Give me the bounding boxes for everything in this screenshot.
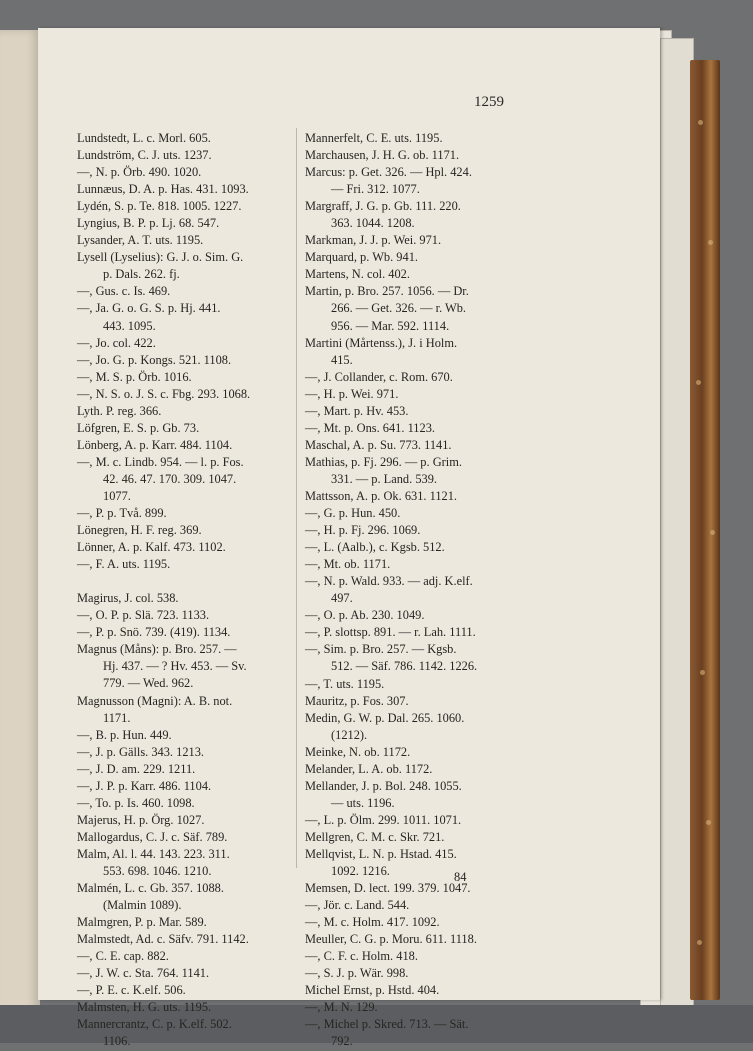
index-entry — [77, 164, 297, 181]
entry-line: —, C. F. c. Holm. 418. — [305, 949, 418, 964]
index-entry — [77, 624, 297, 641]
index-column-left — [77, 130, 297, 1050]
entry-line: Mattsson, A. p. Ok. 631. 1121. — [305, 488, 458, 503]
entry-line: Martens, N. col. 402. — [305, 267, 410, 282]
index-entry — [305, 249, 517, 266]
entry-continuation-line: 497. — [331, 591, 353, 606]
entry-continuation-line: 42. 46. 47. 170. 309. 1047. — [103, 471, 237, 486]
entry-continuation-line: (1212). — [331, 727, 368, 742]
entry-line: Majerus, H. p. Örg. 1027. — [77, 812, 205, 827]
entry-line: Lundstedt, L. c. Morl. 605. — [77, 131, 211, 145]
index-entry — [305, 386, 517, 403]
entry-line: Lysander, A. T. uts. 1195. — [77, 233, 204, 248]
index-entry — [305, 198, 517, 232]
entry-line: Mellander, J. p. Bol. 248. 1055. — [305, 778, 462, 793]
entry-line: Lysell (Lyselius): G. J. o. Sim. G. — [77, 250, 244, 265]
entry-continuation-line: 553. 698. 1046. 1210. — [103, 863, 212, 878]
entry-line: —, J. Collander, c. Rom. 670. — [305, 369, 453, 384]
index-entry — [305, 505, 517, 522]
book-cover-edge — [690, 60, 720, 1000]
index-entry — [77, 181, 297, 198]
index-entry — [77, 249, 297, 283]
entry-line: —, J. W. c. Sta. 764. 1141. — [77, 966, 210, 981]
entry-line: Lönner, A. p. Kalf. 473. 1102. — [77, 540, 226, 555]
index-entry — [305, 948, 517, 965]
entry-line: —, H. p. Wei. 971. — [305, 386, 399, 401]
index-entry — [77, 999, 297, 1016]
index-entry — [305, 676, 517, 693]
index-entry — [305, 283, 517, 334]
index-entry — [305, 1016, 517, 1050]
index-entry — [305, 880, 517, 897]
index-entry — [305, 420, 517, 437]
entry-line: Malmsten, H. G. uts. 1195. — [77, 1000, 212, 1015]
entry-line: —, Mt. p. Ons. 641. 1123. — [305, 420, 435, 435]
entry-line: Malm, Al. l. 44. 143. 223. 311. — [77, 846, 230, 861]
entry-line: Malmgren, P. p. Mar. 589. — [77, 915, 207, 930]
entry-line: —, N. p. Örb. 490. 1020. — [77, 165, 202, 180]
index-entry — [305, 539, 517, 556]
entry-line: Lönberg, A. p. Karr. 484. 1104. — [77, 437, 233, 452]
entry-line: —, H. p. Fj. 296. 1069. — [305, 523, 421, 538]
entry-line: —, Jör. c. Land. 544. — [305, 898, 410, 913]
entry-continuation-line: p. Dals. 262. fj. — [103, 267, 180, 282]
page-stack-back — [660, 38, 694, 1015]
index-entry — [77, 369, 297, 386]
entry-line: —, F. A. uts. 1195. — [77, 557, 171, 572]
index-entry — [77, 965, 297, 982]
index-entry — [77, 386, 297, 403]
index-entry — [305, 744, 517, 761]
index-entry — [305, 778, 517, 812]
entry-line: —, T. uts. 1195. — [305, 676, 385, 691]
entry-line: —, G. p. Hun. 450. — [305, 506, 401, 521]
index-entry — [305, 454, 517, 488]
entry-line: Mellqvist, L. N. p. Hstad. 415. — [305, 846, 457, 861]
entry-line: Meuller, C. G. p. Moru. 611. 1118. — [305, 932, 477, 947]
index-entry — [305, 266, 517, 283]
entry-line: Lydén, S. p. Te. 818. 1005. 1227. — [77, 199, 242, 214]
entry-line: Lyngius, B. P. p. Lj. 68. 547. — [77, 216, 220, 231]
entry-line: Martini (Mårtenss.), J. i Holm. — [305, 335, 458, 350]
entry-line: —, M. S. p. Örb. 1016. — [77, 369, 192, 384]
entry-line: Maschal, A. p. Su. 773. 1141. — [305, 437, 452, 452]
index-entry — [77, 641, 297, 692]
index-entry — [305, 965, 517, 982]
index-entry — [305, 607, 517, 624]
entry-line: —, M. c. Lindb. 954. — l. p. Fos. — [77, 454, 244, 469]
entry-line: —, C. E. cap. 882. — [77, 949, 169, 964]
index-entry — [77, 829, 297, 846]
entry-continuation-line: 1077. — [103, 488, 131, 503]
page-number: 1259 — [474, 94, 504, 110]
entry-continuation-line: 266. — Get. 326. — r. Wb. — [331, 301, 467, 316]
index-entry — [305, 522, 517, 539]
index-entry — [305, 369, 517, 386]
index-entry — [305, 999, 517, 1016]
entry-line: —, P. p. Två. 899. — [77, 506, 167, 521]
entry-line: Malmstedt, Ad. c. Säfv. 791. 1142. — [77, 932, 249, 947]
sheet-signature-number: 84 — [454, 870, 467, 884]
entry-continuation-line: — Fri. 312. 1077. — [331, 182, 420, 197]
index-entry — [77, 352, 297, 369]
index-entry — [305, 829, 517, 846]
index-entry — [77, 812, 297, 829]
entry-continuation-line: (Malmin 1089). — [103, 898, 182, 913]
entry-line: —, Mart. p. Hv. 453. — [305, 403, 409, 418]
entry-line: —, M. c. Holm. 417. 1092. — [305, 915, 440, 930]
index-entry — [77, 795, 297, 812]
entry-line: Marcus: p. Get. 326. — Hpl. 424. — [305, 165, 472, 180]
entry-continuation-line: 415. — [331, 352, 353, 367]
index-column-right — [305, 130, 517, 1051]
entry-continuation-line: 363. 1044. 1208. — [331, 216, 415, 231]
entry-line: Michel Ernst, p. Hstd. 404. — [305, 983, 440, 998]
entry-line: Magirus, J. col. 538. — [77, 591, 179, 606]
entry-line: —, B. p. Hun. 449. — [77, 727, 172, 742]
index-entry — [305, 914, 517, 931]
entry-line: Lundström, C. J. uts. 1237. — [77, 148, 212, 163]
entry-line: Malmén, L. c. Gb. 357. 1088. — [77, 881, 224, 896]
entry-line: Marchausen, J. H. G. ob. 1171. — [305, 148, 460, 163]
entry-continuation-line: 1092. 1216. — [331, 864, 390, 879]
index-entry — [77, 727, 297, 744]
entry-line: Martin, p. Bro. 257. 1056. — Dr. — [305, 284, 469, 299]
entry-line: —, J. P. p. Karr. 486. 1104. — [77, 778, 212, 793]
entry-line: —, P. p. Snö. 739. (419). 1134. — [77, 625, 231, 640]
entry-line: —, L. (Aalb.), c. Kgsb. 512. — [305, 540, 445, 555]
index-entry — [305, 641, 517, 675]
index-entry — [77, 215, 297, 232]
index-entry — [77, 147, 297, 164]
index-entry — [305, 710, 517, 744]
entry-line: —, N. p. Wald. 933. — adj. K.elf. — [305, 574, 473, 589]
index-entry — [305, 147, 517, 164]
index-entry — [77, 1016, 297, 1050]
entry-line: Magnus (Måns): p. Bro. 257. — — [77, 642, 237, 657]
entry-continuation-line: Hj. 437. — ? Hv. 453. — Sv. — [103, 659, 247, 674]
index-entry — [77, 778, 297, 795]
index-entry — [77, 130, 297, 147]
entry-continuation-line: 1171. — [103, 710, 131, 725]
index-entry — [77, 454, 297, 505]
entry-line: —, L. p. Ölm. 299. 1011. 1071. — [305, 812, 462, 827]
entry-line: —, Gus. c. Is. 469. — [77, 284, 171, 299]
index-entry — [77, 744, 297, 761]
entry-line: Medin, G. W. p. Dal. 265. 1060. — [305, 710, 465, 725]
entry-line: —, Ja. G. o. G. S. p. Hj. 441. — [77, 301, 221, 316]
entry-continuation-line: 443. 1095. — [103, 318, 156, 333]
index-entry — [305, 693, 517, 710]
entry-line: Mathias, p. Fj. 296. — p. Grim. — [305, 454, 462, 469]
entry-line: —, Sim. p. Bro. 257. — Kgsb. — [305, 642, 457, 657]
entry-line: —, Jo. G. p. Kongs. 521. 1108. — [77, 352, 232, 367]
entry-line: Lunnæus, D. A. p. Has. 431. 1093. — [77, 182, 249, 197]
entry-line: Memsen, D. lect. 199. 379. 1047. — [305, 881, 471, 896]
entry-line: Mallogardus, C. J. c. Säf. 789. — [77, 829, 228, 844]
entry-line: —, J. D. am. 229. 1211. — [77, 761, 196, 776]
entry-continuation-line: 331. — p. Land. 539. — [331, 471, 437, 486]
index-entry — [305, 573, 517, 607]
index-entry — [305, 624, 517, 641]
entry-line: —, P. slottsp. 891. — r. Lah. 1111. — [305, 625, 476, 640]
index-entry — [305, 164, 517, 198]
index-entry — [77, 556, 297, 573]
column-divider — [296, 128, 297, 868]
index-entry — [305, 556, 517, 573]
index-entry — [77, 232, 297, 249]
entry-line: —, M. N. 129. — [305, 1000, 378, 1015]
index-entry — [77, 539, 297, 556]
index-entry — [77, 403, 297, 420]
entry-line: —, S. J. p. Wär. 998. — [305, 966, 409, 981]
index-entry — [77, 982, 297, 999]
index-entry — [77, 522, 297, 539]
index-entry — [77, 914, 297, 931]
index-entry — [305, 403, 517, 420]
index-entry — [77, 948, 297, 965]
index-entry — [77, 846, 297, 880]
index-entry — [77, 437, 297, 454]
entry-continuation-line: 779. — Wed. 962. — [103, 676, 194, 691]
entry-line: —, O. P. p. Slä. 723. 1133. — [77, 608, 210, 623]
entry-line: Magnusson (Magni): A. B. not. — [77, 693, 233, 708]
entry-line: Mannerfelt, C. E. uts. 1195. — [305, 131, 443, 145]
index-entry — [77, 420, 297, 437]
index-entry — [77, 335, 297, 352]
entry-line: Lyth. P. reg. 366. — [77, 403, 162, 418]
index-entry — [305, 982, 517, 999]
index-entry — [77, 931, 297, 948]
index-entry — [77, 198, 297, 215]
section-gap — [77, 573, 297, 590]
entry-continuation-line: 792. — [331, 1034, 353, 1049]
entry-line: —, J. p. Gälls. 343. 1213. — [77, 744, 205, 759]
entry-line: Markman, J. J. p. Wei. 971. — [305, 233, 442, 248]
index-entry — [77, 693, 297, 727]
entry-line: Mauritz, p. Fos. 307. — [305, 693, 409, 708]
entry-continuation-line: — uts. 1196. — [331, 795, 395, 810]
index-entry — [77, 880, 297, 914]
entry-continuation-line: 512. — Säf. 786. 1142. 1226. — [331, 659, 478, 674]
index-entry — [305, 931, 517, 948]
entry-line: Meinke, N. ob. 1172. — [305, 744, 411, 759]
entry-line: —, Jo. col. 422. — [77, 335, 156, 350]
entry-line: Mellgren, C. M. c. Skr. 721. — [305, 829, 445, 844]
index-entry — [305, 232, 517, 249]
entry-line: —, O. p. Ab. 230. 1049. — [305, 608, 425, 623]
index-entry — [305, 437, 517, 454]
entry-line: Mannercrantz, C. p. K.elf. 502. — [77, 1017, 232, 1032]
entry-continuation-line: 1106. — [103, 1034, 131, 1049]
facing-page-edge — [0, 30, 40, 1015]
index-entry — [305, 335, 517, 369]
entry-continuation-line: 956. — Mar. 592. 1114. — [331, 318, 450, 333]
index-entry — [305, 488, 517, 505]
entry-line: —, N. S. o. J. S. c. Fbg. 293. 1068. — [77, 386, 251, 401]
entry-line: —, Michel p. Skred. 713. — Sät. — [305, 1017, 469, 1032]
index-entry — [305, 130, 517, 147]
entry-line: Margraff, J. G. p. Gb. 111. 220. — [305, 199, 461, 214]
index-entry — [305, 761, 517, 778]
index-entry — [77, 505, 297, 522]
index-entry — [305, 846, 517, 880]
index-entry — [77, 761, 297, 778]
entry-line: Löfgren, E. S. p. Gb. 73. — [77, 420, 200, 435]
index-entry — [305, 812, 517, 829]
index-entry — [77, 607, 297, 624]
index-entry — [305, 897, 517, 914]
entry-line: Melander, L. A. ob. 1172. — [305, 761, 433, 776]
entry-line: —, Mt. ob. 1171. — [305, 557, 391, 572]
entry-line: —, P. E. c. K.elf. 506. — [77, 983, 186, 998]
index-entry — [77, 300, 297, 334]
entry-line: Lönegren, H. F. reg. 369. — [77, 523, 202, 538]
index-entry — [77, 283, 297, 300]
entry-line: —, To. p. Is. 460. 1098. — [77, 795, 195, 810]
index-entry — [77, 590, 297, 607]
entry-line: Marquard, p. Wb. 941. — [305, 250, 418, 265]
